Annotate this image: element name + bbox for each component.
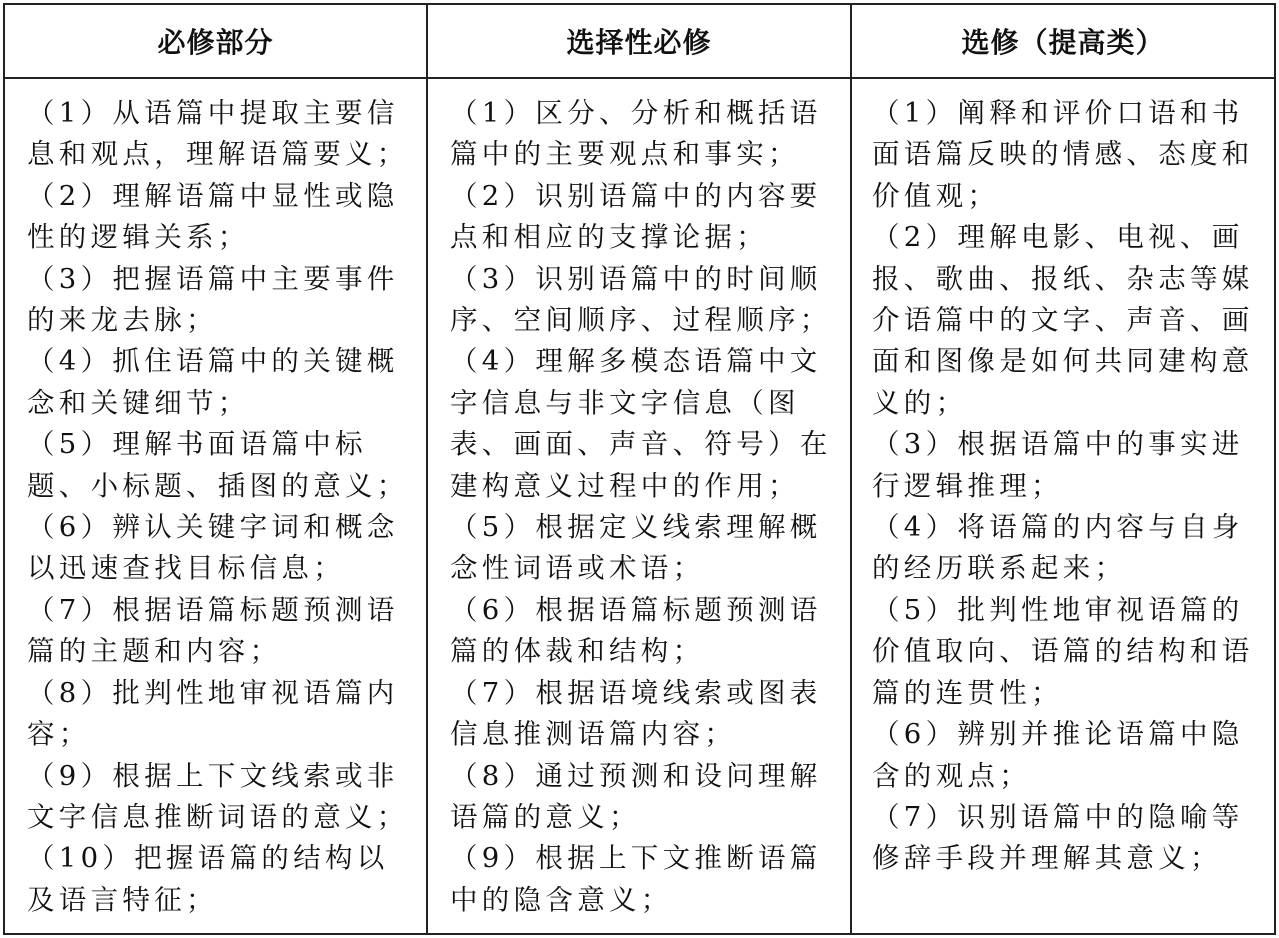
list-item: （6）辨别并推论语篇中隐含的观点；: [872, 718, 1244, 792]
list-item: （5）根据定义线索理解概念性词语或术语；: [450, 511, 822, 585]
list-item: （9）根据上下文推断语篇中的隐含意义；: [450, 842, 822, 916]
list-item: （7）根据语境线索或图表信息推测语篇内容；: [450, 676, 822, 751]
list-item: （5）理解书面语篇中标题、小标题、插图的意义；: [27, 428, 409, 502]
list-item: （3）根据语篇中的事实进行逻辑推理；: [872, 428, 1244, 502]
list-item: （8）批判性地审视语篇内容；: [27, 676, 399, 751]
list-item: （2）理解电影、电视、画报、歌曲、报纸、杂志等媒介语篇中的文字、声音、画面和图像是如何共同建构意义的；: [872, 221, 1254, 419]
list-item: （10）把握语篇的结构以及语言特征；: [27, 842, 389, 916]
list-item: （3）把握语篇中主要事件的来龙去脉；: [27, 262, 399, 337]
list-item: （7）根据语篇标题预测语篇的主题和内容；: [27, 593, 399, 668]
list-item: （2）识别语篇中的内容要点和相应的支撑论据；: [450, 179, 822, 254]
column-elective-advanced: [852, 79, 1274, 933]
list-item: （3）识别语篇中的时间顺序、空间顺序、过程顺序；: [450, 262, 832, 337]
list-item: （4）理解多模态语篇中文字信息与非文字信息（图表、画面、声音、符号）在建构意义过程中的作用；: [450, 345, 832, 502]
header-selective-compulsory: 选择性必修: [428, 5, 852, 79]
requirements-table: [3, 3, 1276, 935]
list-item: （1）从语篇中提取主要信息和观点，理解语篇要义；: [27, 97, 409, 171]
list-item: （1）阐释和评价口语和书面语篇反映的情感、态度和价值观；: [872, 97, 1254, 212]
list-item: （7）识别语篇中的隐喻等修辞手段并理解其意义；: [872, 800, 1244, 875]
header-elective-advanced: 选修（提高类）: [852, 5, 1274, 79]
list-item: （8）通过预测和设问理解语篇的意义；: [450, 759, 822, 833]
list-item: （5）批判性地审视语篇的价值取向、语篇的结构和语篇的连贯性；: [872, 593, 1254, 709]
list-item: （4）将语篇的内容与自身的经历联系起来；: [872, 511, 1244, 585]
list-item: （1）区分、分析和概括语篇中的主要观点和事实；: [450, 97, 822, 171]
list-item: （9）根据上下文线索或非文字信息推断词语的意义；: [27, 759, 409, 833]
header-compulsory: 必修部分: [5, 5, 428, 79]
column-selective-compulsory: [428, 79, 852, 933]
list-item: （2）理解语篇中显性或隐性的逻辑关系；: [27, 179, 399, 254]
list-item: （4）抓住语篇中的关键概念和关键细节；: [27, 345, 399, 419]
list-item: （6）根据语篇标题预测语篇的体裁和结构；: [450, 593, 822, 668]
column-compulsory: [5, 79, 428, 933]
list-item: （6）辨认关键字词和概念以迅速查找目标信息；: [27, 511, 399, 585]
